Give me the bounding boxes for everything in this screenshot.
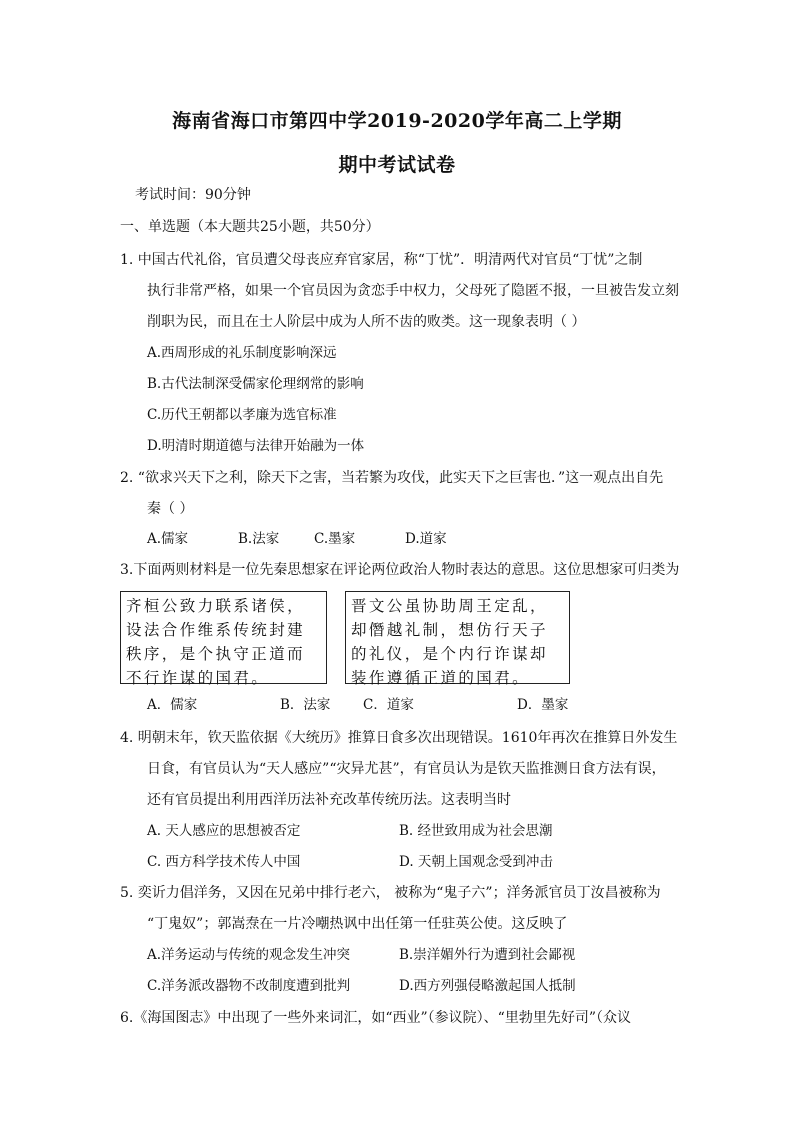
question-text: 4. 明朝末年，钦天监依据《大统历》推算日食多次出现错误。1610年再次在推算日外发生 (120, 730, 678, 746)
option-d: D.西方列强侵略激起国人抵制 (399, 978, 576, 994)
option-a: A．儒家 (147, 697, 198, 713)
question-text: 日食，有官员认为“天人感应”“灾异尤甚”，有官员认为是钦天监推测日食方法有误， (147, 761, 666, 777)
option-d: D.道家 (405, 531, 447, 547)
question-text: 2. “欲求兴天下之利，除天下之害，当若繁为攻伐，此实天下之巨害也．”这一观点出自先 (120, 470, 664, 486)
option-b: B. 经世致用成为社会思潮 (399, 823, 553, 839)
option-d: D.明清时期道德与法律开始融为一体 (147, 438, 365, 454)
material-line: 设法合作维系传统封建 (126, 621, 306, 639)
option-c: C. 西方科学技术传人中国 (147, 854, 301, 870)
material-line: 秩序，是个执守正道而 (126, 645, 306, 663)
question-text: “丁鬼奴”；郭嵩焘在一片冷嘲热讽中出任第一任驻英公使。这反映了 (147, 916, 568, 932)
option-a: A. 天人感应的思想被否定 (147, 823, 301, 839)
material-line: 晋文公虽协助周王定乱， (351, 597, 548, 615)
option-a: A.洋务运动与传统的观念发生冲突 (147, 947, 351, 963)
option-d: D. 天朝上国观念受到冲击 (399, 854, 553, 870)
question-text: 5. 奕䜣力倡洋务，又因在兄弟中排行老六， 被称为“鬼子六”；洋务派官员丁汝昌被称为 (120, 885, 661, 901)
material-box-left (120, 591, 327, 687)
question-text: 6.《海国图志》中出现了一些外来词汇，如“西业”（参议院）、“里勃里先好司”（众议 (120, 1010, 631, 1026)
option-c: C.墨家 (314, 531, 356, 547)
material-line: 的礼仪，是个内行诈谋却 (351, 645, 548, 663)
option-b: B.法家 (238, 531, 280, 547)
option-b: B．法家 (280, 697, 331, 713)
material-line: 装作遵循正道的国君。 (351, 669, 531, 687)
material-line: 却僭越礼制，想仿行天子 (351, 621, 548, 639)
question-text: 3.下面两则材料是一位先秦思想家在评论两位政治人物时表达的意思。这位思想家可归类为 (120, 562, 680, 578)
option-c: C.洋务派改器物不改制度遭到批判 (147, 978, 351, 994)
question-text: 削职为民，而且在士人阶层中成为人所不齿的败类。这一现象表明（ ） (147, 314, 586, 330)
material-line: 不行诈谋的国君。 (126, 669, 270, 687)
question-text: 秦（ ） (147, 501, 194, 517)
option-b: B.古代法制深受儒家伦理纲常的影响 (147, 376, 364, 392)
exam-title: 海南省海口市第四中学2019-2020学年高二上学期 (172, 110, 622, 132)
section-heading: 一、单选题（本大题共25小题，共50分） (120, 219, 380, 235)
exam-subtitle: 期中考试试卷 (338, 154, 456, 176)
option-d: D．墨家 (517, 697, 569, 713)
question-text: 1. 中国古代礼俗，官员遭父母丧应弃官家居，称“丁忧”．明清两代对官员“丁忧”之制 (120, 252, 643, 268)
option-c: C.历代王朝都以孝廉为选官标准 (147, 407, 337, 423)
question-text: 还有官员提出利用西洋历法补充改革传统历法。这表明当时 (147, 792, 511, 808)
option-a: A.儒家 (147, 531, 189, 547)
option-a: A.西周形成的礼乐制度影响深远 (147, 345, 337, 361)
material-line: 齐桓公致力联系诸侯， (126, 597, 306, 615)
exam-time: 考试时间：90分钟 (135, 187, 251, 203)
question-text: 执行非常严格，如果一个官员因为贪恋手中权力，父母死了隐匿不报，一旦被告发立刻 (147, 283, 679, 299)
option-c: C．道家 (363, 697, 414, 713)
material-box-right (345, 591, 570, 687)
option-b: B.崇洋媚外行为遭到社会鄙视 (399, 947, 576, 963)
